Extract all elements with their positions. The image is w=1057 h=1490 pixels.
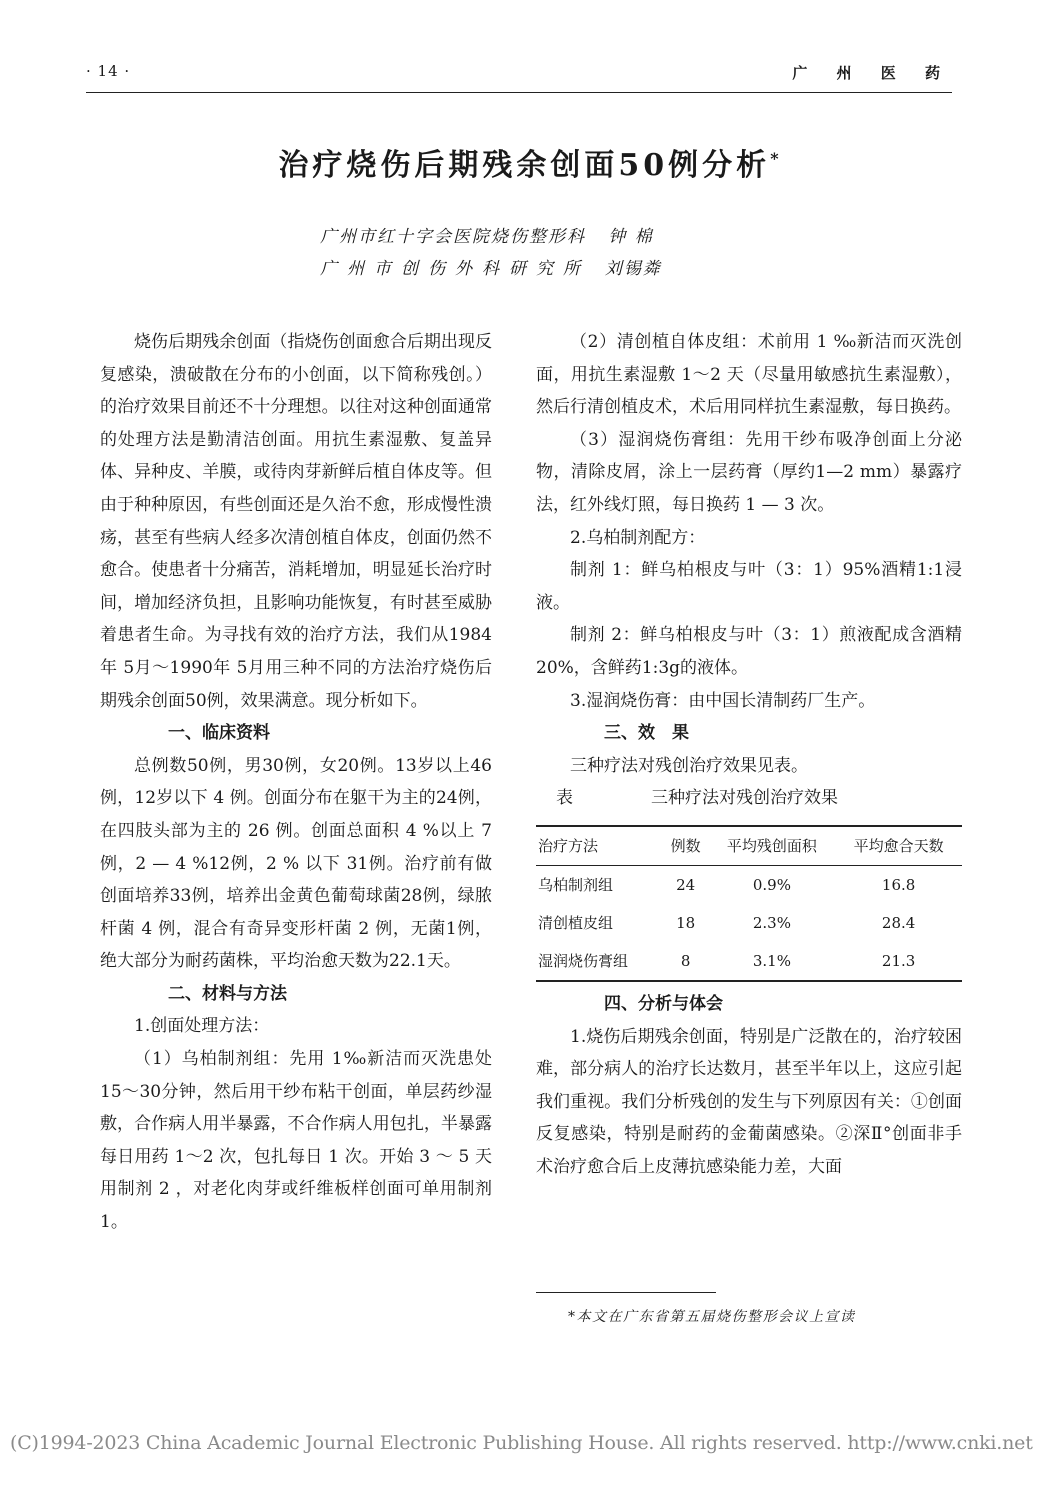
- article-title-text: 治疗烧伤后期残余创面50例分析: [278, 148, 771, 183]
- table-cell: 21.3: [835, 942, 962, 981]
- method-item-1: （1）乌柏制剂组：先用 1‰新洁而灭洗患处15～30分钟，然后用干纱布粘干创面，单层药纱湿敷，合作病人用半暴露，不合作病人用包扎，半暴露每日用药 1～2 次，包扎每日 1 次。开始 3 ～ 5 天用制剂 2 ，对老化肉芽或纤维板样创面可单用制剂 1。: [100, 1049, 492, 1233]
- table-header-cell: 平均愈合天数: [835, 826, 962, 866]
- formula-1: 制剂 1：鲜乌柏根皮与叶（3：1）95%酒精1:1浸液。: [536, 560, 962, 613]
- table-cell: 2.3%: [752, 913, 791, 932]
- table-cell: 18: [676, 913, 696, 932]
- article-title: [0, 140, 1057, 184]
- section-heading-analysis: 四、分析与体会: [604, 993, 723, 1014]
- table-title: 三种疗法对残创治疗效果: [651, 788, 838, 809]
- affiliation-org: 广州市红十字会医院烧伤整形科: [320, 227, 586, 247]
- table-cell: 0.9%: [752, 875, 791, 894]
- method-item-2: （2）清创植自体皮组：术前用 1 ‰新洁而灭洗创面，用抗生素湿敷 1～2 天（尽量用敏感抗生素湿敷），然后行清创植皮术，术后用同样抗生素湿敷，每日换药。: [536, 332, 962, 418]
- analysis-paragraph: 1.烧伤后期残余创面，特别是广泛散在的，治疗较困难，部分病人的治疗长达数月，甚至半年以上，这应引起我们重视。我们分析残创的发生与下列原因有关：①创面反复感染，特别是耐药的金葡菌感染。②深Ⅱ°创面非手术治疗愈合后上皮薄抗感染能力差，大面: [536, 1026, 962, 1177]
- table-cell: 湿润烧伤膏组: [536, 942, 663, 981]
- intro-paragraph: 烧伤后期残余创面（指烧伤创面愈合后期出现反复感染，溃破散在分布的小创面，以下简称残创。）的治疗效果目前还不十分理想。以往对这种创面通常的处理方法是勤清洁创面。用抗生素湿敷、复盖异体、异种皮、羊膜，或待肉芽新鲜后植自体皮等。但由于种种原因，有些创面还是久治不愈，形成慢性溃疡，甚至有些病人经多次清创植自体皮，创面仍然不愈合。使患者十分痛苦，消耗增加，明显延长治疗时间，增加经济负担，且影响功能恢复，有时甚至威胁着患者生命。为寻找有效的治疗方法，我们从1984年 5月～1990年 5月用三种不同的方法治疗烧伤后期残余创面50例，效果满意。现分析如下。: [100, 332, 492, 711]
- right-column: [536, 326, 962, 1183]
- header-rule: [86, 92, 952, 93]
- title-footnote-mark: *: [770, 149, 779, 168]
- footnote-rule: [536, 1292, 716, 1293]
- affiliation-2: [320, 254, 662, 279]
- table-cell: 3.1%: [709, 942, 836, 981]
- clinical-data-paragraph: 总例数50例，男30例，女20例。13岁以上46例，12岁以下 4 例。创面分布在躯干为主的24例，在四肢头部为主的 26 例。创面总面积 4 %以上 7 例，2 — 4 %12例，2 % 以下 31例。治疗前有做创面培养33例，培养出金黄色葡萄球菌28例，绿脓杆菌 4 例，混合有奇异变形杆菌 2 例，无菌1例，绝大部分为耐药菌株，平均治愈天数为22.1天。: [100, 755, 492, 972]
- table-header-cell: 治疗方法: [536, 826, 663, 866]
- results-paragraph: 三种疗法对残创治疗效果见表。: [570, 755, 808, 776]
- table-cell: 16.8: [881, 875, 916, 894]
- page-number: · 14 ·: [86, 62, 131, 80]
- affiliation-1: [320, 222, 654, 247]
- methods-subheading: 1.创面处理方法：: [134, 1016, 270, 1037]
- copyright-watermark: (C)1994-2023 China Academic Journal Electronic Publishing House. All rights reserved. http://www.cnki.net: [10, 1432, 1033, 1454]
- table-cell: 28.4: [881, 913, 916, 932]
- footnote: *本文在广东省第五届烧伤整形会议上宣读: [568, 1309, 856, 1325]
- method-item-3: （3）湿润烧伤膏组：先用干纱布吸净创面上分泌物，清除皮屑，涂上一层药膏（厚约1—2 mm）暴露疗法，红外线灯照，每日换药 1 — 3 次。: [536, 429, 962, 515]
- table-label: 表: [556, 788, 573, 809]
- section-heading-results: 三、效 果: [604, 723, 689, 744]
- table-header-row: [536, 826, 962, 866]
- table-cell: 24: [676, 875, 696, 894]
- section-heading-clinical: 一、临床资料: [168, 723, 270, 744]
- formula-2: 制剂 2：鲜乌柏根皮与叶（3：1）煎液配成含酒精20%，含鲜药1:3g的液体。: [536, 625, 962, 678]
- journal-name: 广 州 医 药: [792, 64, 952, 82]
- table-cell: 乌柏制剂组: [538, 875, 614, 894]
- table-cell: 清创植皮组: [538, 913, 614, 932]
- ointment-note: 3.湿润烧伤膏：由中国长清制药厂生产。: [570, 690, 876, 711]
- affiliation-author: 刘锡粦: [604, 259, 662, 279]
- table-caption: [536, 782, 962, 815]
- affiliation-org: 广州市创伤外科研究所: [320, 259, 590, 279]
- formula-subheading: 2.乌柏制剂配方：: [570, 527, 706, 548]
- table-row: [536, 865, 962, 904]
- affiliation-author: 钟 棉: [608, 227, 654, 247]
- table-row: [536, 942, 962, 981]
- left-column: [100, 326, 492, 1239]
- results-table: [536, 825, 962, 982]
- table-cell: 8: [663, 942, 709, 981]
- table-row: [536, 904, 962, 942]
- table-header-cell: 平均残创面积: [709, 826, 836, 866]
- section-heading-methods: 二、材料与方法: [168, 983, 287, 1004]
- table-header-cell: 例数: [663, 826, 709, 866]
